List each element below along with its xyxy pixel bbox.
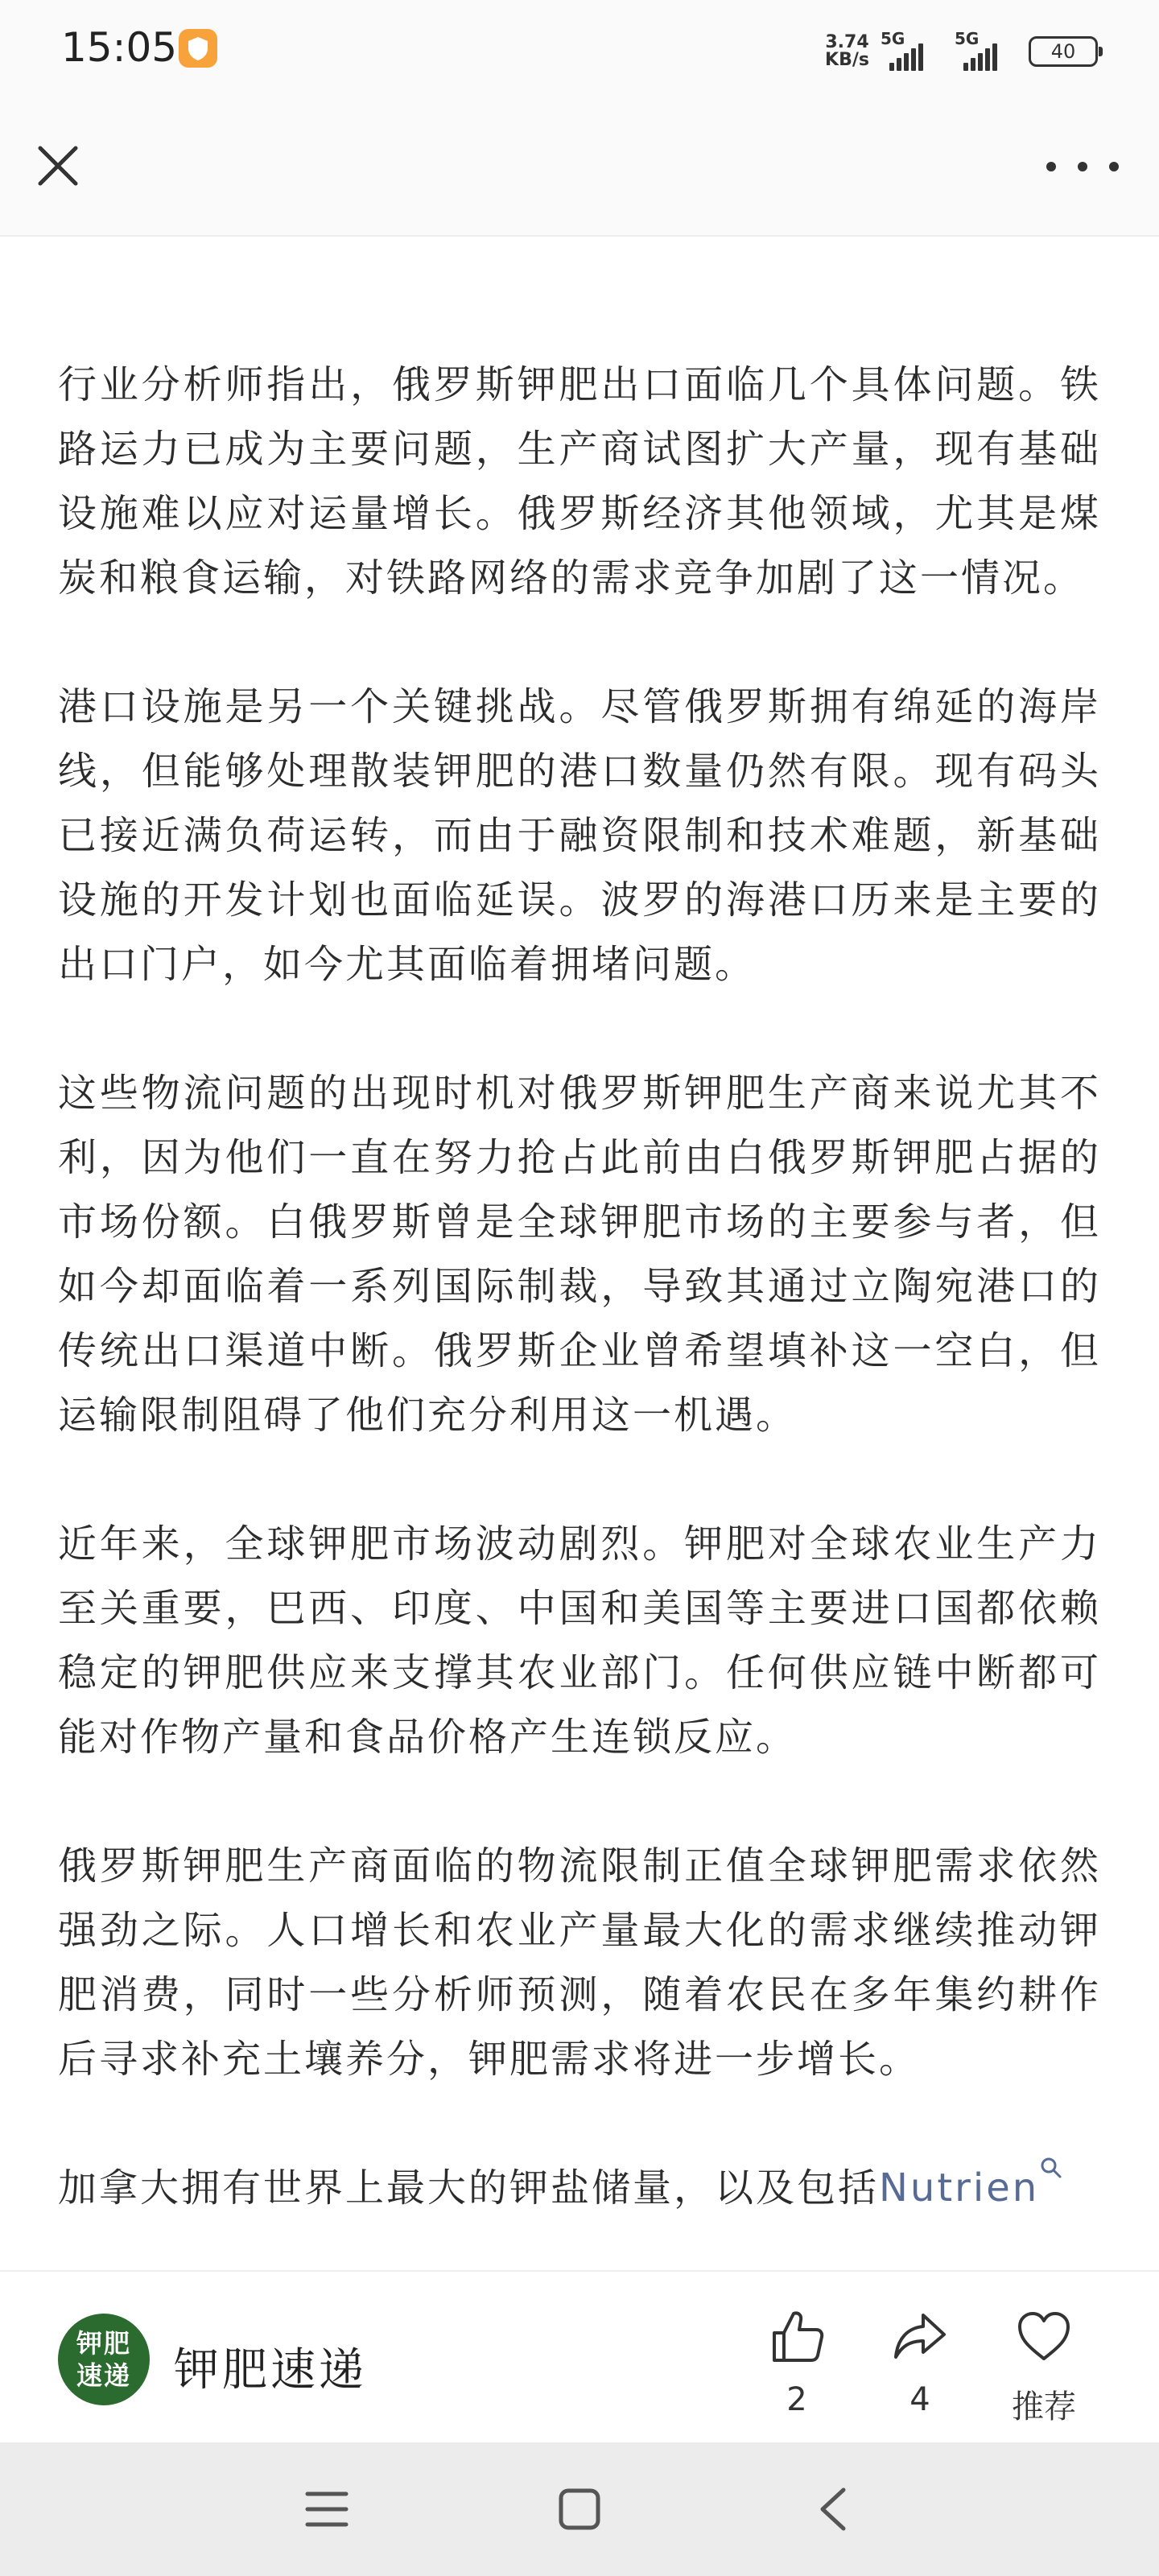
- recommend-label: 推荐: [1012, 2388, 1076, 2425]
- share-icon: [889, 2306, 951, 2367]
- menu-button[interactable]: [287, 2475, 367, 2544]
- battery-icon: [1029, 36, 1098, 67]
- like-count: 2: [786, 2381, 807, 2418]
- network-speed: [825, 34, 869, 69]
- signal-2-label: 5G: [955, 29, 980, 48]
- partial-paragraph-text: 加拿大拥有世界上最大的钾盐储量，以及包括: [58, 2165, 880, 2211]
- article-paragraph: 行业分析师指出，俄罗斯钾肥出口面临几个具体问题。铁路运力已成为主要问题，生产商试图扩大产量，现有基础设施难以应对运量增长。俄罗斯经济其他领域，尤其是煤炭和粮食运输，对铁路网络的需求竞争加剧了这一情况。: [58, 362, 1101, 601]
- recommend-button[interactable]: [992, 2306, 1096, 2427]
- heart-icon: [1013, 2306, 1074, 2367]
- back-icon: [816, 2486, 848, 2533]
- article-paragraph: 港口设施是另一个关键挑战。尽管俄罗斯拥有绵延的海岸线，但能够处理散装钾肥的港口数量仍然有限。现有码头已接近满负荷运转，而由于融资限制和技术难题，新基础设施的开发计划也面临延误。波罗的海港口历来是主要的出口门户，如今尤其面临着拥堵问题。: [58, 684, 1101, 987]
- back-button[interactable]: [792, 2475, 872, 2544]
- search-icon[interactable]: [1039, 2156, 1063, 2180]
- close-button[interactable]: [29, 137, 87, 195]
- article-paragraph: 俄罗斯钾肥生产商面临的物流限制正值全球钾肥需求依然强劲之际。人口增长和农业产量最大化的需求继续推动钾肥消费，同时一些分析师预测，随着农民在多年集约耕作后寻求补充土壤养分，钾肥需求将进一步增长。: [58, 1843, 1101, 2082]
- network-speed-unit: KB/s: [825, 50, 869, 70]
- account-name[interactable]: 钾肥速递: [174, 2344, 367, 2396]
- more-icon: [1046, 162, 1056, 171]
- system-nav-bar: [0, 2442, 1159, 2576]
- like-button[interactable]: [744, 2306, 849, 2418]
- more-button[interactable]: [1046, 147, 1119, 187]
- menu-icon: [304, 2489, 349, 2529]
- network-speed-value: 3.74: [825, 32, 869, 52]
- signal-1-icon: [881, 29, 943, 71]
- article-paragraph: [58, 2156, 1101, 2220]
- status-time: 15:05: [61, 24, 178, 71]
- article-paragraph: 近年来，全球钾肥市场波动剧烈。钾肥对全球农业生产力至关重要，巴西、印度、中国和美国等主要进口国都依赖稳定的钾肥供应来支撑其农业部门。任何供应链中断都可能对作物产量和食品价格产生连锁反应。: [58, 1521, 1101, 1760]
- account-avatar[interactable]: [58, 2314, 150, 2405]
- nutrien-link[interactable]: Nutrien: [879, 2165, 1040, 2211]
- status-bar: [0, 0, 1159, 105]
- signal-1-label: 5G: [881, 29, 905, 48]
- bottom-action-bar: [0, 2270, 1159, 2444]
- status-indicators: [825, 27, 1098, 76]
- article-paragraph: 这些物流问题的出现时机对俄罗斯钾肥生产商来说尤其不利，因为他们一直在努力抢占此前由白俄罗斯钾肥占据的市场份额。白俄罗斯曾是全球钾肥市场的主要参与者，但如今却面临着一系列国际制裁，导致其通过立陶宛港口的传统出口渠道中断。俄罗斯企业曾希望填补这一空白，但运输限制阻碍了他们充分利用这一机遇。: [58, 1071, 1101, 1438]
- home-button[interactable]: [539, 2475, 620, 2544]
- signal-2-icon: [955, 29, 1017, 71]
- avatar-text-line2: 速递: [76, 2360, 131, 2391]
- home-icon: [558, 2487, 601, 2531]
- avatar-text-line1: 钾肥: [76, 2328, 131, 2359]
- thumbs-up-icon: [766, 2306, 827, 2367]
- share-button[interactable]: [868, 2306, 972, 2418]
- battery-level: 40: [1050, 40, 1076, 63]
- article-body: [58, 353, 1101, 2268]
- share-count: 4: [909, 2381, 930, 2418]
- notification-app-icon: [179, 29, 217, 68]
- top-nav: [0, 105, 1159, 237]
- close-icon: [29, 137, 87, 195]
